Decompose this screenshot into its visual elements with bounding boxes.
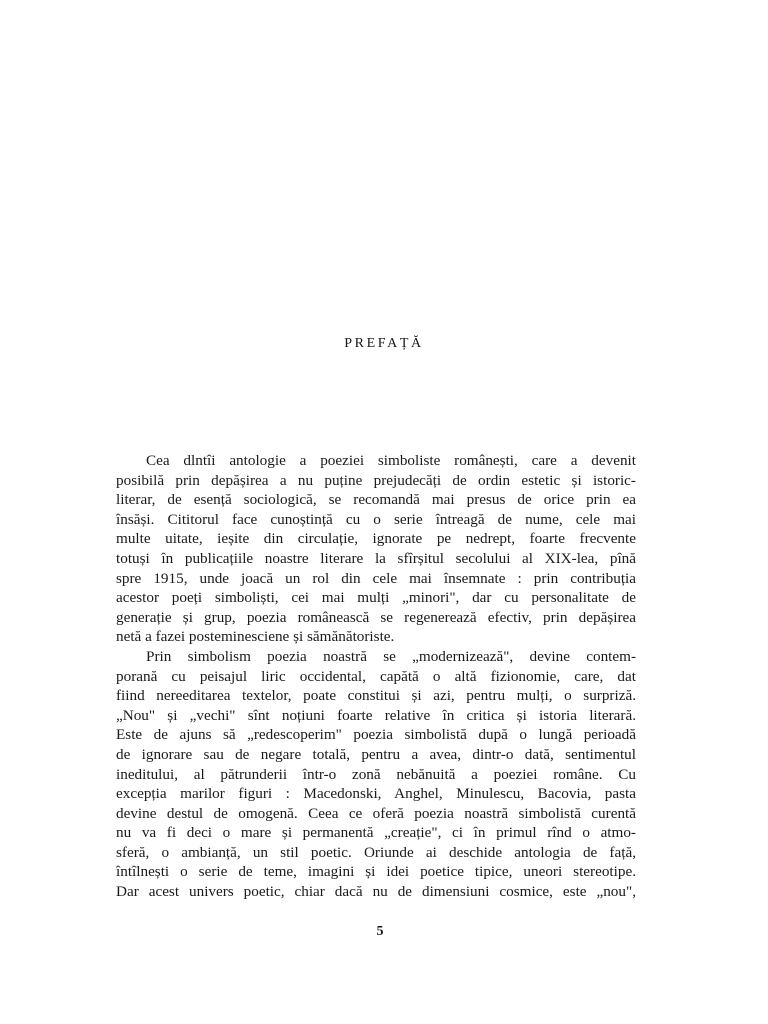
text-line: excepția marilor figuri : Macedonski, Anghel, Minulescu, Bacovia, pasta xyxy=(116,785,636,803)
text-line: literar, de esență sociologică, se recomandă mai presus de orice prin ea xyxy=(116,491,636,509)
text-line: ineditului, al pătrunderii într-o zonă nebănuită a poeziei române. Cu xyxy=(116,765,636,783)
preface-body xyxy=(116,451,636,902)
text-line: devine destul de omogenă. Ceea ce oferă poezia noastră simbolistă curentă xyxy=(116,804,636,822)
text-line: Cea dlntîi antologie a poeziei simboliste românești, care a devenit xyxy=(146,452,636,469)
page-number: 5 xyxy=(376,924,384,939)
text-line: întîlnești o serie de teme, imagini și idei poetice tipice, uneori stereotipe. xyxy=(116,863,636,881)
text-line: multe uitate, ieșite din circulație, ignorate pe nedrept, foarte frecvente xyxy=(116,530,636,548)
text-line: spre 1915, unde joacă un rol din cele mai însemnate : prin contribuția xyxy=(116,569,636,587)
text-line: Este de ajuns să „redescoperim" poezia simbolistă după o lungă perioadă xyxy=(116,726,636,744)
text-line: însăși. Cititorul face cunoștință cu o serie întreagă de nume, cele mai xyxy=(116,510,636,528)
text-line: „Nou" și „vechi" sînt noțiuni foarte relative în critica și istoria literară. xyxy=(116,706,636,724)
text-line: sferă, o ambianță, un stil poetic. Oriunde ai deschide antologia de față, xyxy=(116,843,636,861)
paragraph-1 xyxy=(116,451,636,647)
text-line: Prin simbolism poezia noastră se „modernizează", devine contem- xyxy=(146,647,636,665)
text-line: Dar acest univers poetic, chiar dacă nu de dimensiuni cosmice, este „nou", xyxy=(116,883,636,901)
text-line: de ignorare sau de negare totală, pentru a avea, dintr-o dată, sentimentul xyxy=(116,745,636,763)
text-line: posibilă prin depășirea a nu puține prejudecăți de ordin estetic și istoric- xyxy=(116,471,636,489)
text-line: acestor poeți simboliști, cei mai mulți „minori", dar cu personalitate de xyxy=(116,589,636,607)
text-line: totuși în publicațiile noastre literare la sfîrșitul secolului al XIX-lea, pînă xyxy=(116,549,636,567)
text-line: fiind nereeditarea textelor, poate constitui și azi, pentru mulți, o surpriză. xyxy=(116,687,636,705)
text-line: generație și grup, poezia românească se regenerează efectiv, prin depășirea xyxy=(116,608,636,626)
paragraph-2 xyxy=(116,647,636,902)
page-title: PREFAȚĂ xyxy=(344,336,424,351)
text-line: nu va fi deci o mare și permanentă „creație", ci în primul rînd o atmo- xyxy=(116,824,636,842)
text-line: netă a fazei posteminesciene și sămănătoriste. xyxy=(116,628,395,646)
text-line: porană cu peisajul liric occidental, capătă o altă fizionomie, care, dat xyxy=(116,667,636,685)
